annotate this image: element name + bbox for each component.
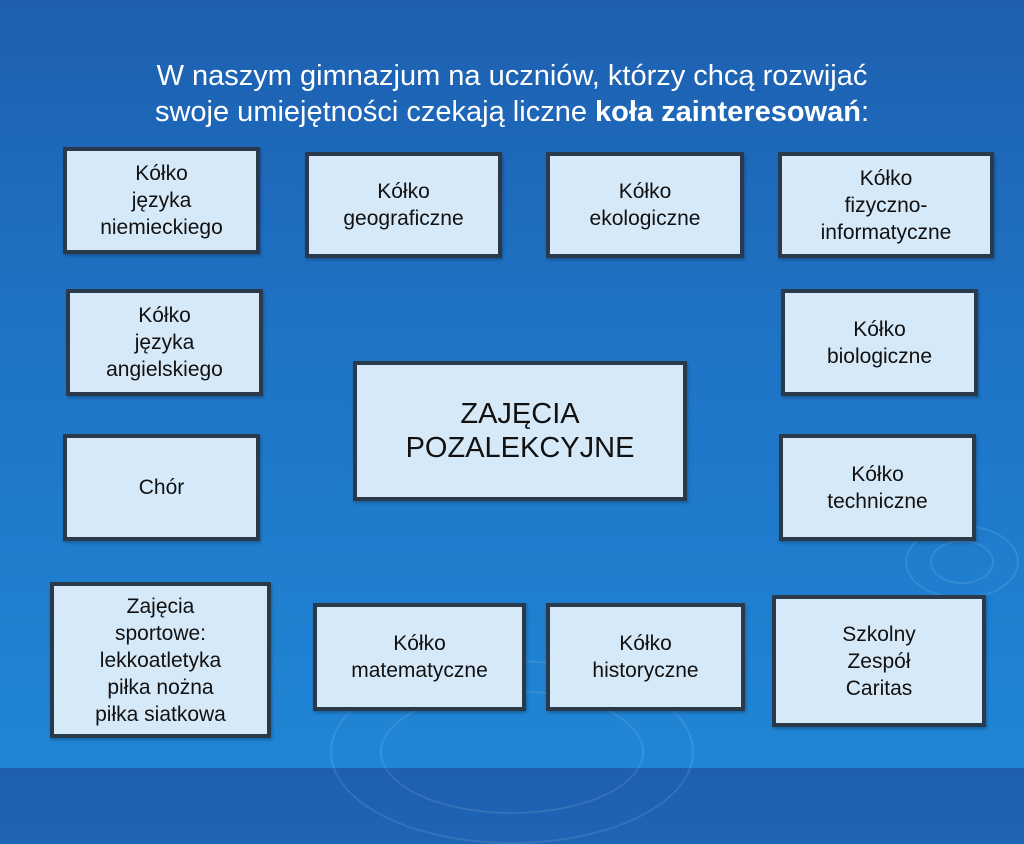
box-kolko-niemiecki xyxy=(63,147,260,254)
box-zajecia-sportowe xyxy=(50,582,271,738)
box-szkolny-zespol-caritas xyxy=(772,595,986,727)
box-label: Kółko techniczne xyxy=(827,462,928,513)
slide-title xyxy=(40,58,984,130)
box-label: Kółko języka niemieckiego xyxy=(100,162,223,239)
box-kolko-biologiczne xyxy=(781,289,978,396)
box-label: Kółko geograficzne xyxy=(343,180,464,230)
title-line-2 xyxy=(40,94,984,130)
box-label: Chór xyxy=(138,476,185,499)
box-label: Kółko języka angielskiego xyxy=(106,304,223,381)
title-line-2-text: swoje umiejętności czekają liczne xyxy=(154,96,596,128)
title-line-1: W naszym gimnazjum na uczniów, którzy chcą rozwijać xyxy=(156,60,868,92)
title-colon: : xyxy=(860,96,870,128)
title-emphasis: koła zainteresowań xyxy=(595,96,861,128)
box-label: Kółko ekologiczne xyxy=(589,180,701,230)
box-chor xyxy=(63,434,260,541)
box-label: Kółko historyczne xyxy=(592,632,699,682)
box-label: Szkolny Zespół Caritas xyxy=(842,622,916,700)
box-kolko-geograficzne xyxy=(305,152,502,258)
box-label: Kółko matematyczne xyxy=(351,632,488,682)
box-kolko-historyczne xyxy=(546,603,745,711)
box-label: Kółko fizyczno- informatyczne xyxy=(820,166,952,244)
center-box-zajecia-pozalekcyjne xyxy=(353,361,687,501)
box-label: Kółko biologiczne xyxy=(826,317,933,368)
box-kolko-angielski xyxy=(66,289,263,396)
box-label: Zajęcia sportowe: lekkoatletyka piłka nożna piłka siatkowa xyxy=(95,594,226,726)
center-box-label: ZAJĘCIA POZALEKCYJNE xyxy=(405,398,635,464)
box-kolko-fizyczno-informatyczne xyxy=(778,152,994,258)
box-kolko-techniczne xyxy=(779,434,976,541)
box-kolko-ekologiczne xyxy=(546,152,744,258)
box-kolko-matematyczne xyxy=(313,603,526,711)
